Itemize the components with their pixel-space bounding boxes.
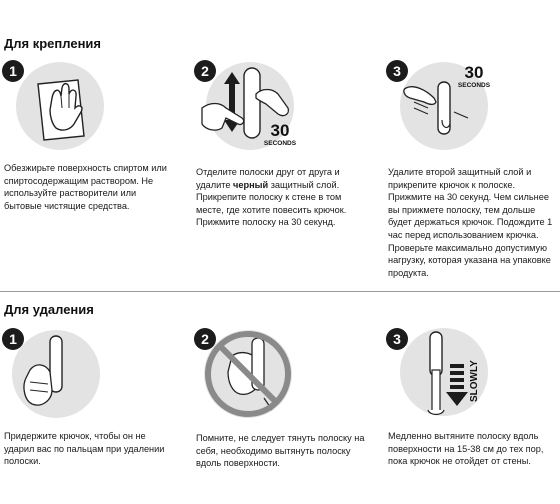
section-divider bbox=[0, 291, 560, 292]
svg-text:2: 2 bbox=[201, 331, 209, 347]
mount-step-1-illustration bbox=[0, 58, 110, 158]
strip-icon bbox=[432, 370, 440, 412]
slowly-label: SLOWLY bbox=[469, 360, 480, 402]
removal-step-3-illustration bbox=[384, 326, 504, 422]
mount-step-1-text: Обезжирьте поверхность спиртом или спиртосодержащим раствором. Не используйте растворители или бытовые чистящие средства. bbox=[4, 163, 167, 211]
svg-text:1: 1 bbox=[9, 63, 17, 79]
svg-text:3: 3 bbox=[393, 331, 401, 347]
timer-unit: SECONDS bbox=[263, 140, 297, 147]
timer-unit: SECONDS bbox=[457, 82, 491, 89]
emphasis-black: черный bbox=[233, 179, 269, 190]
removal-step-2-text: Помните, не следует тянуть полоску на себя, необходимо вытянуть полоску вдоль поверхности. bbox=[196, 433, 365, 469]
removal-step-2-illustration bbox=[192, 326, 312, 422]
hook-icon bbox=[430, 332, 442, 376]
strip-icon bbox=[244, 68, 260, 138]
timer-value: 30 bbox=[464, 63, 484, 82]
removal-section-title: Для удаления bbox=[4, 302, 94, 317]
mount-step-3-text: Удалите второй защитный слой и прикрепите крючок к полоске. Прижмите на 30 секунд. Чем сильнее вы прижмете полоску, тем дольше будет держаться крючок. Подождите 1 час перед использованием крючка. Проверьте максимально допустимую нагрузку, которая указана на упаковке продукта. bbox=[388, 167, 553, 278]
removal-step-1-text: Придержите крючок, чтобы он не ударил вас по пальцам при удалении полоски. bbox=[4, 431, 165, 467]
mount-section-title: Для крепления bbox=[4, 36, 101, 51]
mount-step-2-illustration bbox=[192, 58, 312, 158]
removal-step-3-text: Медленно вытяните полоску вдоль поверхности на 15-38 см до тех пор, пока крючок не отойдет от стены. bbox=[388, 431, 544, 467]
timer-value: 30 bbox=[270, 121, 290, 140]
svg-text:1: 1 bbox=[9, 331, 17, 347]
mount-step-3-illustration bbox=[384, 58, 504, 158]
mount-step-2-text: Отделите полоски друг от друга и удалите черный защитный слой. Прикрепите полоску к стене в том месте, где хотите повесить крючок. Прижмите полоску на 30 секунд. bbox=[196, 167, 347, 228]
svg-text:3: 3 bbox=[393, 63, 401, 79]
svg-text:2: 2 bbox=[201, 63, 209, 79]
removal-step-1-illustration bbox=[0, 326, 110, 422]
